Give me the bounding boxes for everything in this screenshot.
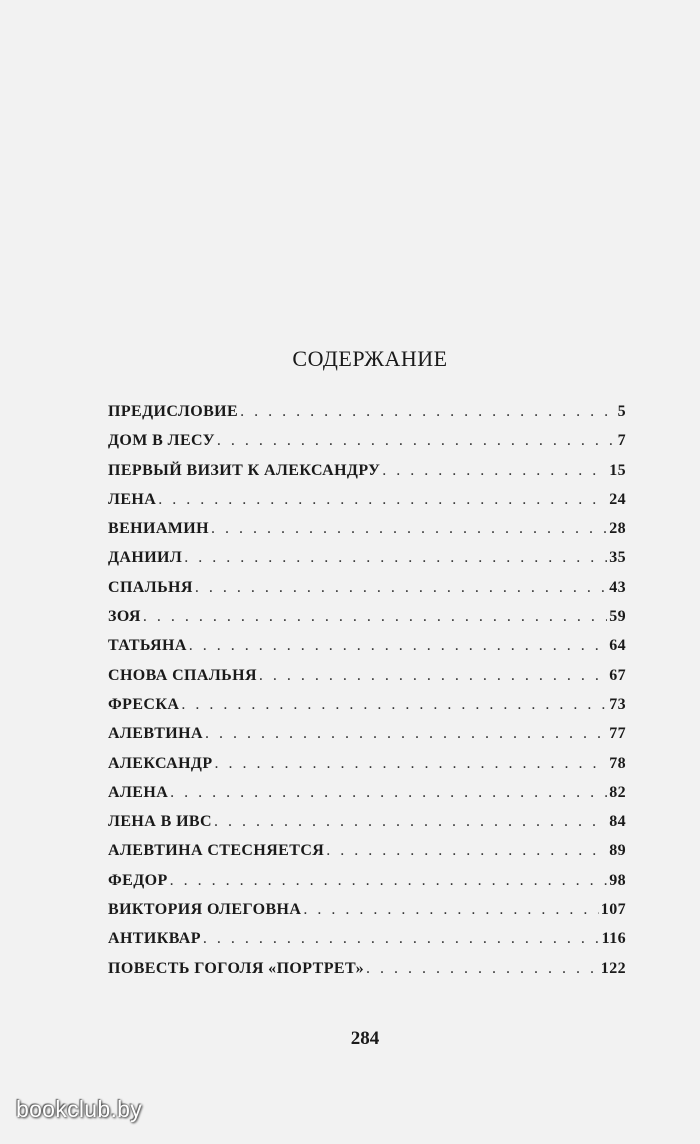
toc-leader-dots: [211, 520, 607, 538]
toc-entry-title: ЗОЯ: [108, 608, 141, 626]
toc-leader-dots: [170, 872, 608, 890]
toc-entry-title: ПОВЕСТЬ ГОГОЛЯ «ПОРТРЕТ»: [108, 959, 365, 977]
toc-leader-dots: [195, 579, 607, 597]
toc-entry-page: 24: [609, 490, 626, 508]
toc-leader-dots: [214, 813, 607, 831]
toc-entry: [108, 696, 626, 725]
toc-leader-dots: [205, 725, 607, 743]
toc-entry-title: АЛЕКСАНДР: [108, 754, 213, 772]
toc-leader-dots: [215, 755, 608, 773]
toc-entry-page: 116: [601, 930, 626, 948]
toc-title: СОДЕРЖАНИЕ: [292, 346, 448, 371]
toc-entry: [108, 813, 626, 842]
toc-leader-dots: [181, 696, 607, 714]
toc-leader-dots: [217, 432, 616, 450]
toc-entry-title: АЛЕВТИНА: [108, 725, 203, 743]
toc-entry-page: 59: [609, 608, 626, 626]
toc-entry-title: ДАНИИЛ: [108, 549, 183, 567]
toc-entry: [108, 608, 626, 637]
toc-leader-dots: [366, 960, 599, 978]
toc-entry-title: СПАЛЬНЯ: [108, 578, 193, 596]
toc-entry: [108, 960, 626, 989]
toc-entry-title: ЛЕНА: [108, 490, 157, 508]
toc-entry-title: ФЕДОР: [108, 871, 168, 889]
toc-entry-page: 15: [609, 461, 626, 479]
toc-leader-dots: [382, 462, 607, 480]
toc-leader-dots: [240, 403, 616, 421]
toc-leader-dots: [158, 491, 607, 509]
toc-entry: [108, 637, 626, 666]
toc-entry: [108, 755, 626, 784]
toc-entry-page: 28: [609, 520, 626, 538]
toc-entry-title: ЛЕНА В ИВС: [108, 813, 212, 831]
toc-leader-dots: [203, 930, 600, 948]
toc-entry-title: АЛЕНА: [108, 783, 169, 801]
toc-entry-title: АЛЕВТИНА СТЕСНЯЕТСЯ: [108, 842, 325, 860]
toc-entry: [108, 403, 626, 432]
toc-entry: [108, 784, 626, 813]
watermark-logo: bookclub.by: [16, 1096, 143, 1122]
toc-entry-page: 107: [600, 901, 626, 919]
toc-leader-dots: [189, 637, 607, 655]
toc-entry-page: 7: [617, 432, 626, 450]
toc-entry-title: ТАТЬЯНА: [108, 637, 187, 655]
toc-entry-title: ПРЕДИСЛОВИЕ: [108, 403, 239, 420]
toc-entry-page: 89: [609, 842, 626, 860]
toc-leader-dots: [184, 549, 607, 567]
toc-entry: [108, 842, 626, 871]
toc-entry-page: 35: [609, 549, 626, 567]
toc-entry-title: СНОВА СПАЛЬНЯ: [108, 666, 257, 684]
toc-entry-title: ВЕНИАМИН: [108, 520, 209, 538]
toc-entry-page: 73: [609, 695, 626, 713]
toc-entry-title: ПЕРВЫЙ ВИЗИТ К АЛЕКСАНДРУ: [108, 461, 381, 479]
toc-leader-dots: [170, 784, 607, 802]
toc-entry-title: ВИКТОРИЯ ОЛЕГОВНА: [108, 901, 302, 919]
toc-entry-page: 98: [609, 871, 626, 889]
toc-entry: [108, 579, 626, 608]
toc-entry: [108, 520, 626, 549]
toc-entry-page: 122: [600, 959, 626, 977]
toc-entry-title: ФРЕСКА: [108, 695, 180, 713]
toc-entry: [108, 930, 626, 959]
toc-entry-page: 77: [609, 725, 626, 743]
toc-entry-page: 43: [609, 578, 626, 596]
toc-entry: [108, 725, 626, 754]
toc-entry: [108, 491, 626, 520]
toc-entry: [108, 667, 626, 696]
toc-leader-dots: [303, 901, 598, 919]
page-number: 284: [350, 1028, 380, 1049]
toc-entry-page: 82: [609, 783, 626, 801]
toc-entry-title: АНТИКВАР: [108, 930, 201, 948]
toc-entry-page: 67: [609, 666, 626, 684]
toc-entry-page: 78: [609, 754, 626, 772]
toc-entry: [108, 549, 626, 578]
toc-entry-page: 5: [617, 403, 626, 420]
toc-entry-page: 84: [609, 813, 626, 831]
toc-entry-title: ДОМ В ЛЕСУ: [108, 432, 215, 450]
toc-leader-dots: [326, 842, 607, 860]
toc-leader-dots: [259, 667, 607, 685]
toc-entry: [108, 872, 626, 901]
toc-entry: [108, 901, 626, 930]
toc-entry: [108, 432, 626, 461]
toc-list: [108, 403, 626, 989]
toc-entry: [108, 462, 626, 491]
toc-leader-dots: [143, 608, 607, 626]
toc-entry-page: 64: [609, 637, 626, 655]
